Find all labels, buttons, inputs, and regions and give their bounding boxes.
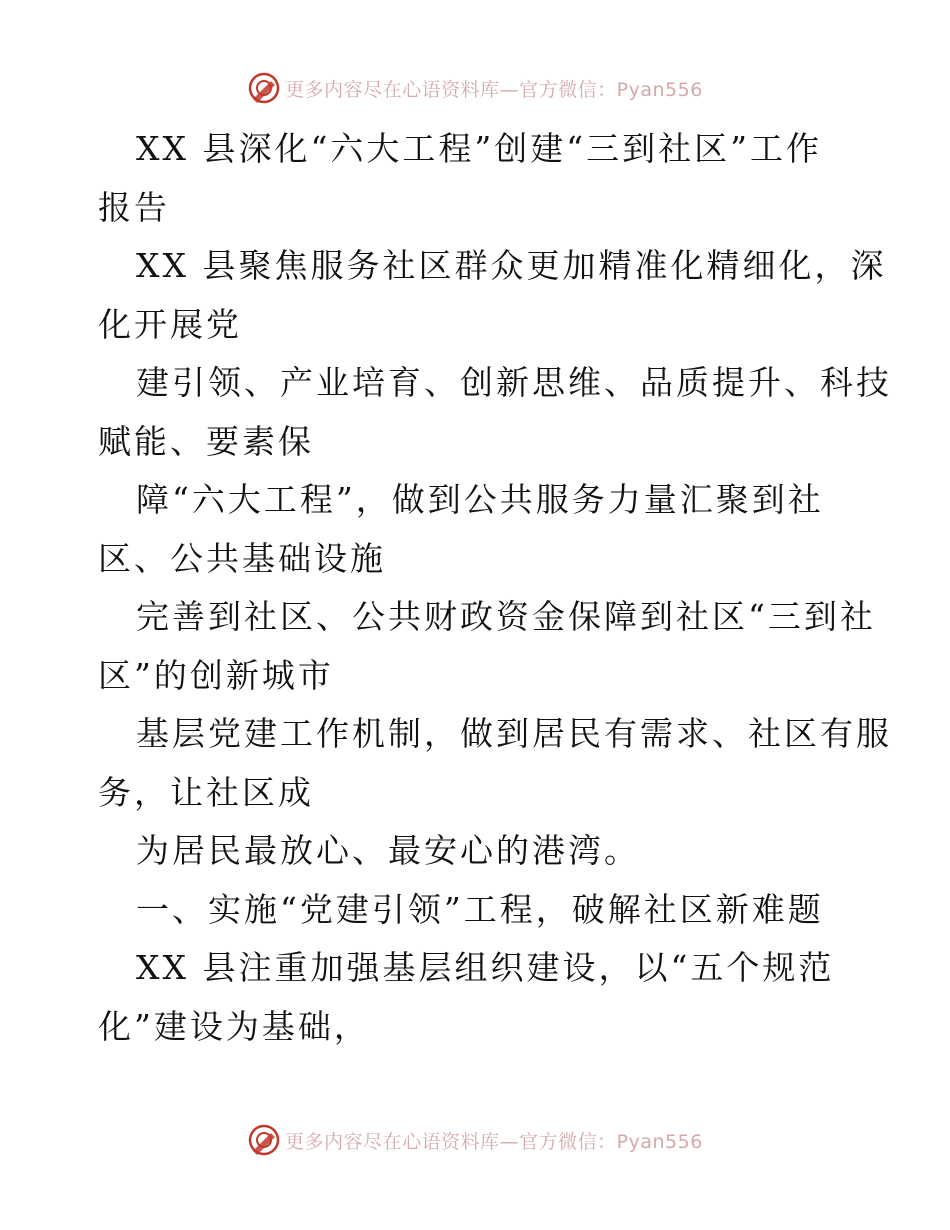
document-body (98, 120, 892, 1056)
paragraph-line: 障“六大工程”，做到公共服务力量汇聚到社 (136, 480, 824, 519)
paragraph-line: 完善到社区、公共财政资金保障到社区“三到社 (136, 597, 876, 636)
header-watermark-banner (0, 66, 950, 110)
paragraph-line: 务，让社区成 (98, 772, 314, 812)
paragraph-line: 化”建设为基础， (98, 1006, 370, 1046)
section-heading: 一、实施“党建引领”工程，破解社区新难题 (136, 889, 824, 929)
banner-text: 更多内容尽在心语资料库—官方微信：Pyan556 (285, 78, 703, 101)
banner-text: 更多内容尽在心语资料库—官方微信：Pyan556 (285, 1130, 703, 1153)
paragraph-line: 区、公共基础设施 (98, 538, 386, 578)
brand-logo-icon (247, 71, 281, 105)
title-line-1: XX 县深化“六大工程”创建“三到社区”工作 (136, 129, 822, 168)
paragraph-line: 为居民最放心、最安心的港湾。 (136, 831, 640, 870)
paragraph-line: 化开展党 (98, 304, 242, 344)
paragraph-line: 建引领、产业培育、创新思维、品质提升、科技 (136, 363, 892, 402)
paragraph-line: 赋能、要素保 (98, 421, 314, 461)
brand-logo-icon (247, 1123, 281, 1157)
paragraph-line: XX 县注重加强基层组织建设，以“五个规范 (136, 948, 835, 987)
title-line-2: 报告 (98, 187, 170, 227)
paragraph-line: 区”的创新城市 (98, 655, 334, 695)
paragraph-line: 基层党建工作机制，做到居民有需求、社区有服 (136, 714, 892, 753)
footer-watermark-banner (0, 1118, 950, 1162)
paragraph-line: XX 县聚焦服务社区群众更加精准化精细化，深 (136, 246, 887, 285)
